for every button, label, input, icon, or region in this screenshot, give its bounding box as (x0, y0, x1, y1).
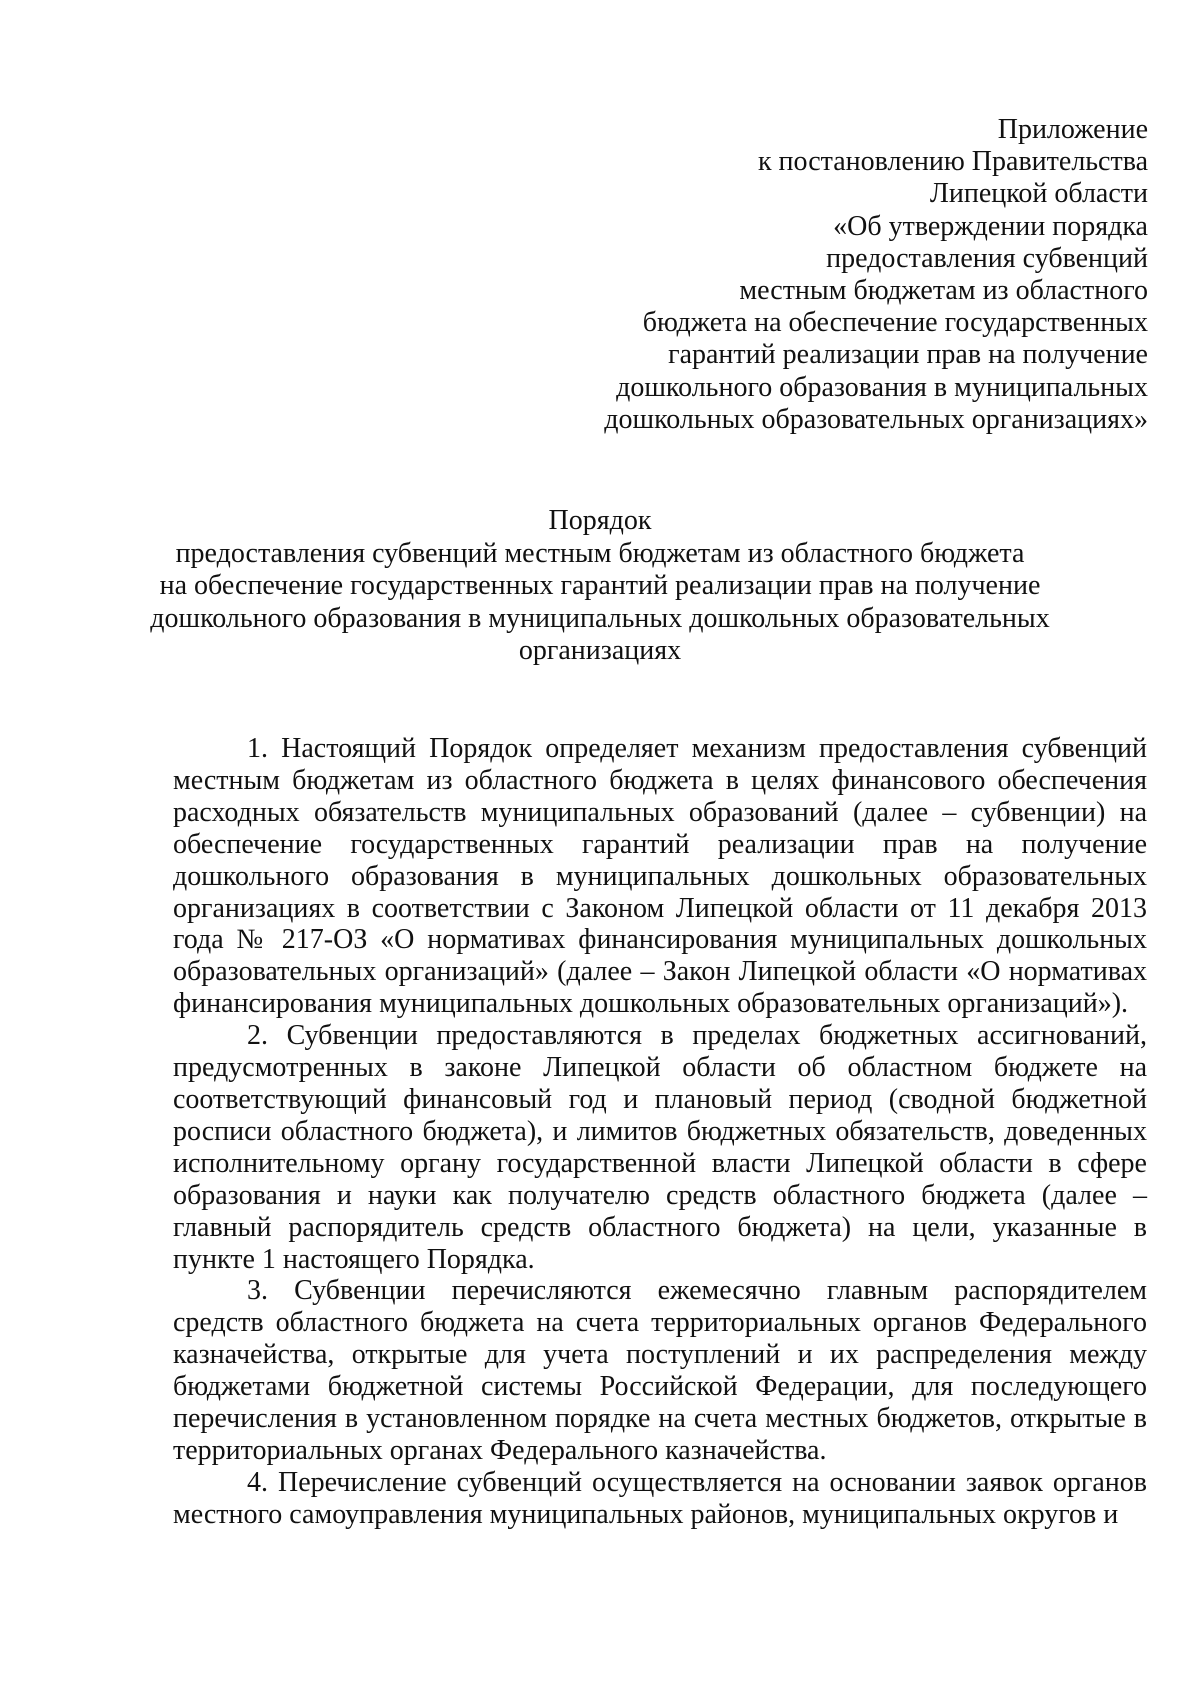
appendix-line: дошкольных образовательных организациях» (604, 403, 1148, 435)
appendix-line: бюджета на обеспечение государственных (642, 307, 1148, 339)
appendix-line: местным бюджетам из областного (739, 275, 1148, 307)
paragraph-3: 3. Субвенции перечисляются ежемесячно главным распорядителем средств областного бюджета на счета территориальных органов Федерального казначейства, открытые для учета поступлений и их распределения между бюджетами бюджетной системы Российской Федерации, для последующего перечисления в установленном порядке на счета местных бюджетов, открытые в территориальных органах Федерального казначейства. (173, 1275, 1147, 1466)
document-title (150, 505, 1050, 668)
appendix-header (448, 114, 1148, 436)
appendix-line: к постановлению Правительства (757, 146, 1148, 178)
appendix-line: «Об утверждении порядка (833, 210, 1148, 242)
title-line: на обеспечение государственных гарантий реализации прав на получение (159, 570, 1041, 601)
title-line: дошкольного образования в муниципальных дошкольных образовательных (150, 602, 1050, 634)
appendix-line: предоставления субвенций (826, 242, 1148, 274)
appendix-line: гарантий реализации прав на получение (668, 339, 1148, 371)
title-heading: Порядок (548, 505, 652, 536)
appendix-line: дошкольного образования в муниципальных (616, 371, 1148, 403)
paragraph-4: 4. Перечисление субвенций осуществляется на основании заявок органов местного самоуправления муниципальных районов, муниципальных округов и (173, 1466, 1147, 1530)
paragraph-1: 1. Настоящий Порядок определяет механизм предоставления субвенций местным бюджетам из областного бюджета в целях финансового обеспечения расходных обязательств муниципальных образований (далее – субвенции) на обеспечение государственных гарантий реализации прав на получение дошкольного образования в муниципальных дошкольных образовательных организациях в соответствии с Законом Липецкой области от 11 декабря 2013 года № 217-ОЗ «О нормативах финансирования муниципальных дошкольных образовательных организаций» (далее – Закон Липецкой области «О нормативах финансирования муниципальных дошкольных образовательных организаций»). (173, 733, 1147, 1020)
appendix-line: Приложение (997, 114, 1148, 145)
appendix-line: Липецкой области (929, 178, 1148, 210)
document-body (173, 733, 1147, 1531)
title-line: организациях (518, 635, 682, 666)
title-line: предоставления субвенций местным бюджетам из областного бюджета (175, 537, 1025, 569)
paragraph-2: 2. Субвенции предоставляются в пределах бюджетных ассигнований, предусмотренных в законе Липецкой области об областном бюджете на соответствующий финансовый год и плановый период (сводной бюджетной росписи областного бюджета), и лимитов бюджетных обязательств, доведенных исполнительному органу государственной власти Липецкой области в сфере образования и науки как получателю средств областного бюджета (далее – главный распорядитель средств областного бюджета) на цели, указанные в пункте 1 настоящего Порядка. (173, 1020, 1147, 1275)
